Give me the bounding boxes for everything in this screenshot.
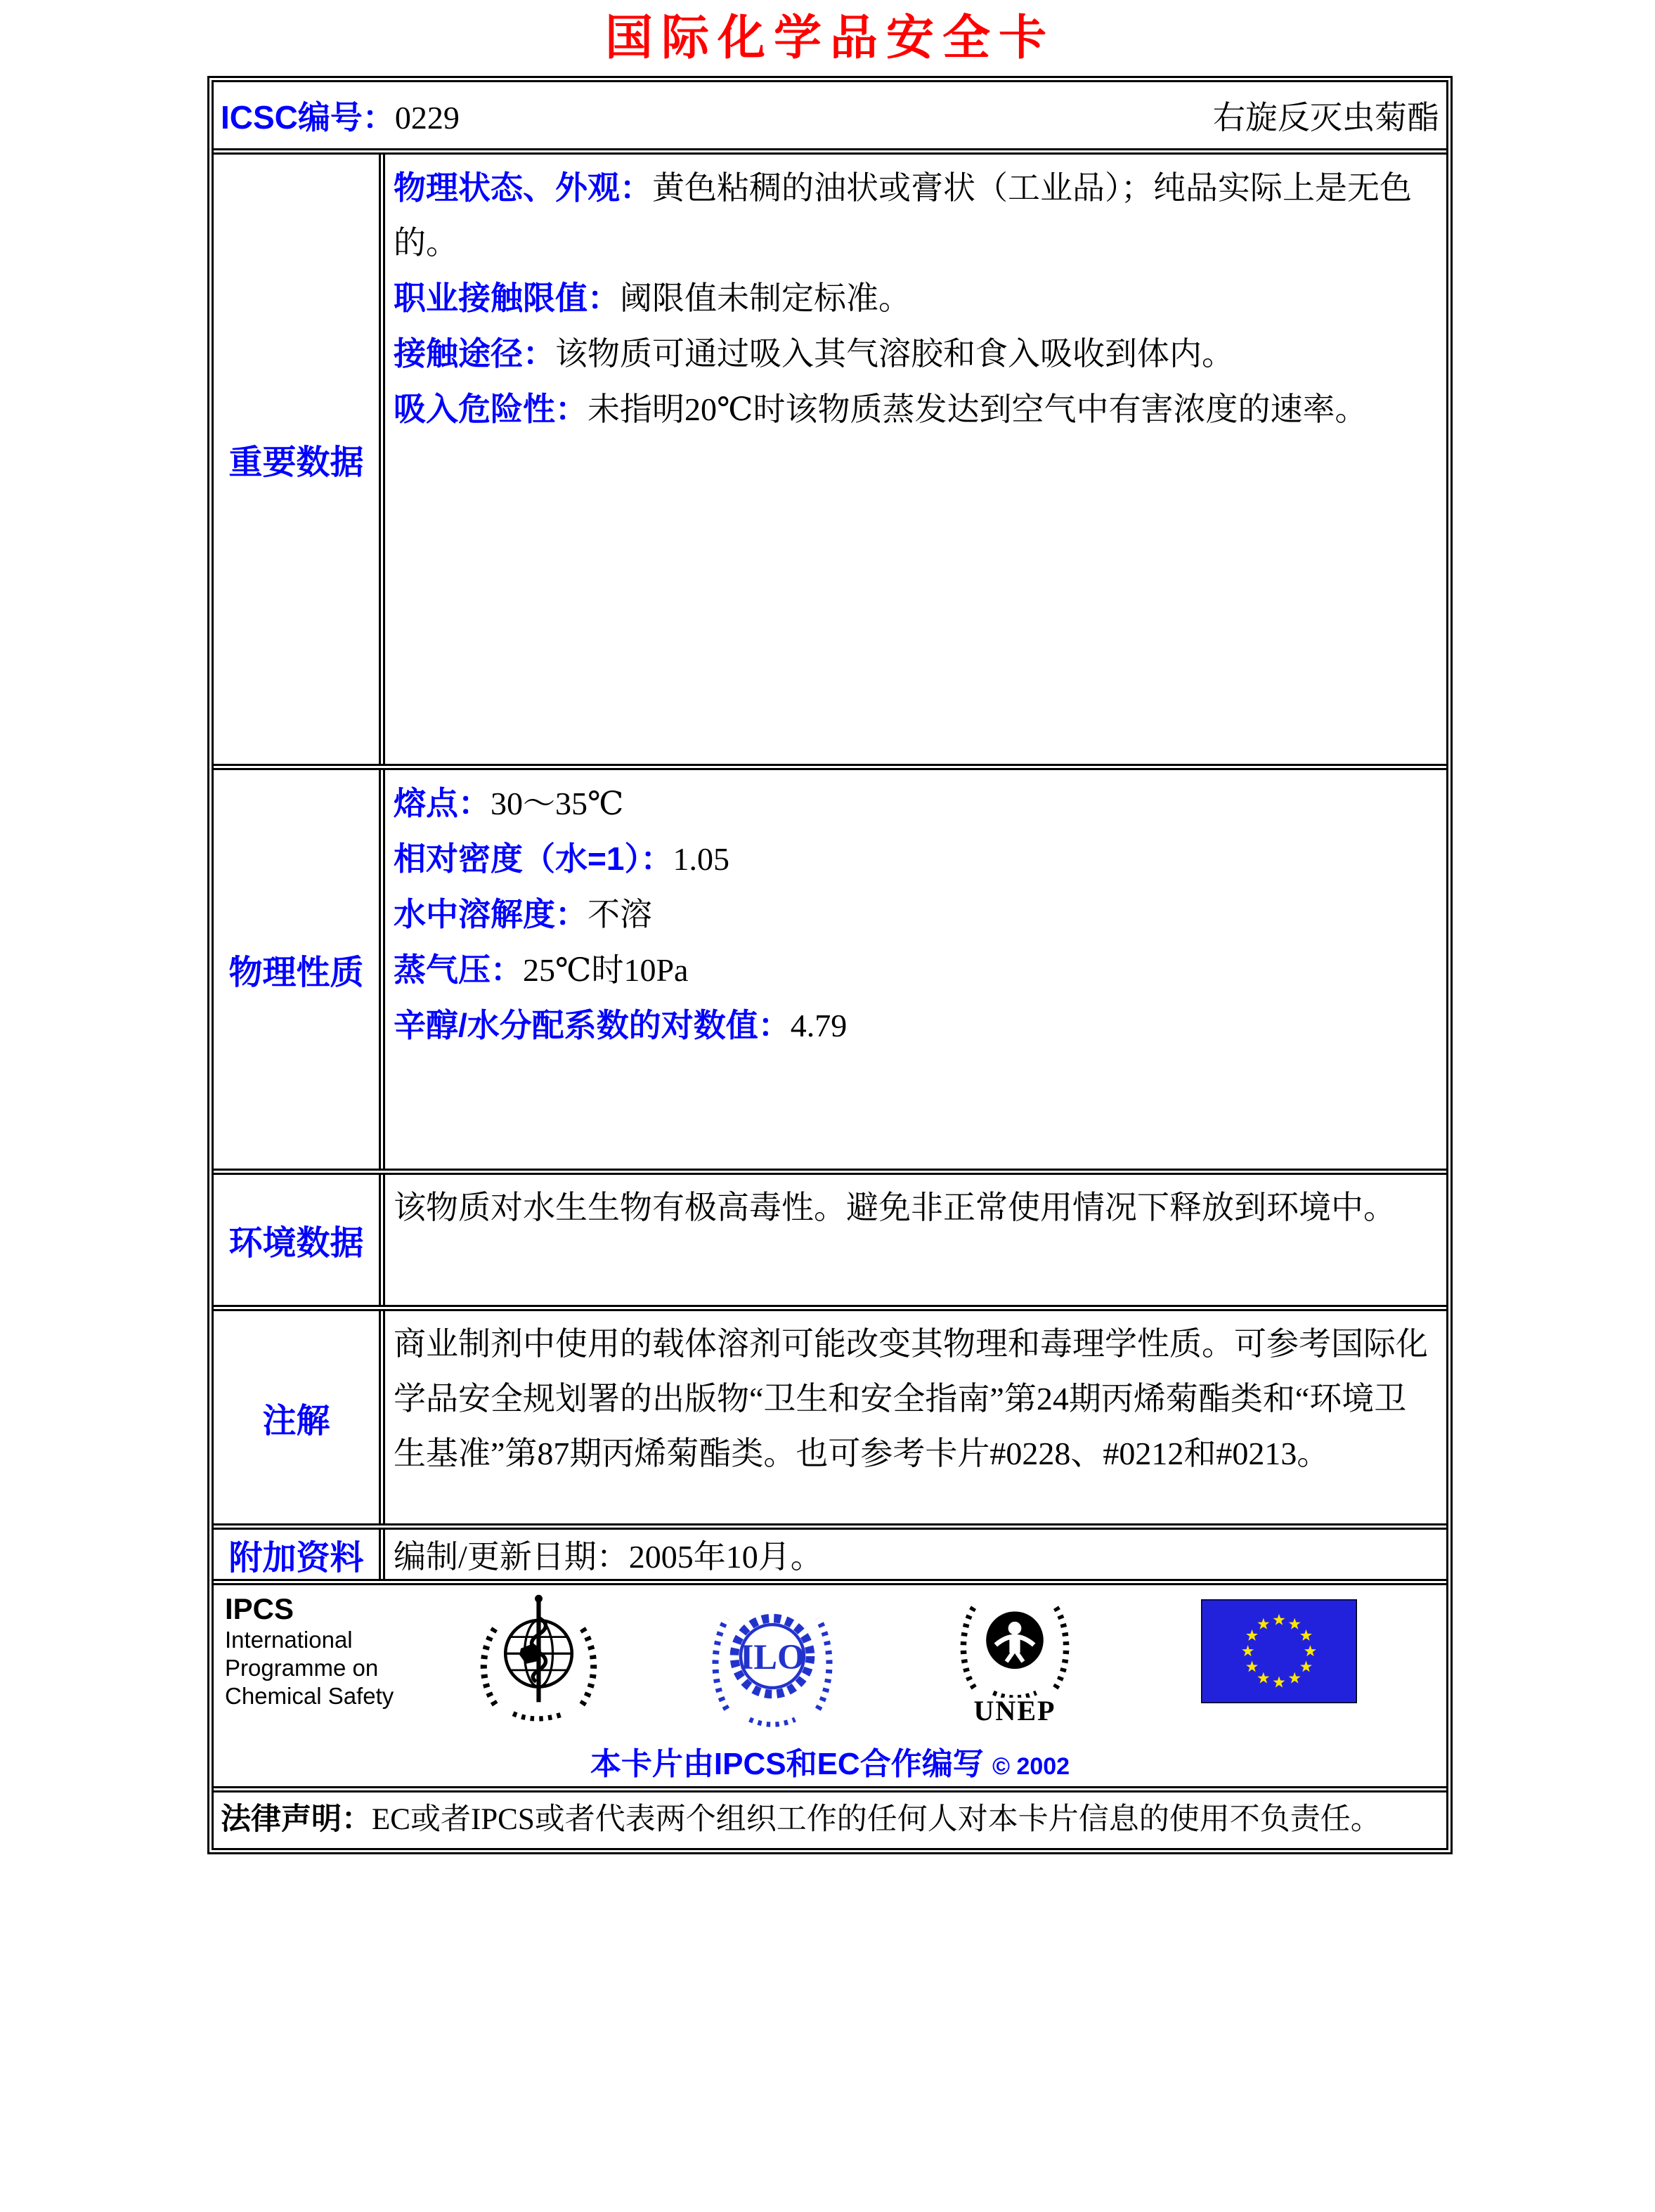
important-line: 物理状态、外观：黄色粘稠的油状或膏状（工业品）；纯品实际上是无色的。 [394,169,1412,261]
legal-text: EC或者IPCS或者代表两个组织工作的任何人对本卡片信息的使用不负责任。 [372,1803,1381,1836]
important-line: 职业接触限值：阈限值未制定标准。 [394,280,911,316]
icsc-number-label: ICSC编号： [221,99,395,136]
icsc-number-value: 0229 [394,100,460,136]
ipcs-block: IPCS International Programme on Chemical Safety [225,1592,457,1710]
physical-line: 蒸气压：25℃时10Pa [394,951,689,988]
unep-logo [955,1592,1075,1725]
copyright: © 2002 [992,1753,1070,1780]
legal-label: 法律声明： [221,1802,372,1836]
section-label-environment: 环境数据 [214,1175,385,1305]
header-row [214,82,1446,148]
footer-logos-section [214,1579,1446,1786]
ilo-icon [709,1592,836,1733]
icsc-card [207,76,1453,1854]
section-label-physical: 物理性质 [214,770,385,1169]
physical-line: 相对密度（水=1）：1.05 [394,840,729,877]
page-title: 国际化学品安全卡 [604,11,1055,65]
unep-label: UNEP [973,1695,1056,1726]
important-line: 吸入危险性：未指明20℃时该物质蒸发达到空气中有害浓度的速率。 [394,391,1368,427]
chemical-name: 右旋反灭虫菊酯 [1213,100,1439,136]
footer-caption: 本卡片由IPCS和EC合作编写 © 2002 [590,1747,1070,1781]
notes-section [214,1305,1446,1523]
environmental-data-section [214,1169,1446,1305]
icsc-number [221,92,460,138]
environmental-data-content: 该物质对水生生物有极高毒性。避免非正常使用情况下释放到环境中。 [394,1190,1396,1225]
section-label-important: 重要数据 [214,155,385,764]
physical-line: 辛醇/水分配系数的对数值：4.79 [394,1007,848,1043]
notes-content: 商业制剂中使用的载体溶剂可能改变其物理和毒理学性质。可参考国际化学品安全规划署的出版物“卫生和安全指南”第24期丙烯菊酯类和“环境卫生基准”第87期丙烯菊酯类。也可参考卡片#0228、#0212和#0213。 [394,1326,1428,1471]
unep-icon [955,1592,1075,1698]
section-label-additional: 附加资料 [214,1530,385,1579]
additional-info-content: 编制/更新日期：2005年10月。 [394,1539,823,1575]
svg-text:ILO: ILO [739,1637,805,1677]
physical-properties-section [214,764,1446,1169]
important-line: 接触途径：该物质可通过吸入其气溶胶和食入吸收到体内。 [394,335,1234,372]
important-data-section [214,148,1446,764]
legal-disclaimer-row [214,1786,1446,1848]
additional-info-section [214,1523,1446,1579]
physical-line: 水中溶解度：不溶 [394,896,652,932]
physical-properties-content [385,770,1446,1169]
important-data-content [385,155,1446,764]
section-label-notes: 注解 [214,1311,385,1523]
physical-line: 熔点：30～35℃ [394,785,624,821]
logos-row [214,1592,1446,1733]
eu-flag-icon [1201,1599,1357,1703]
who-icon [474,1592,604,1733]
ipcs-title: IPCS [225,1592,294,1625]
